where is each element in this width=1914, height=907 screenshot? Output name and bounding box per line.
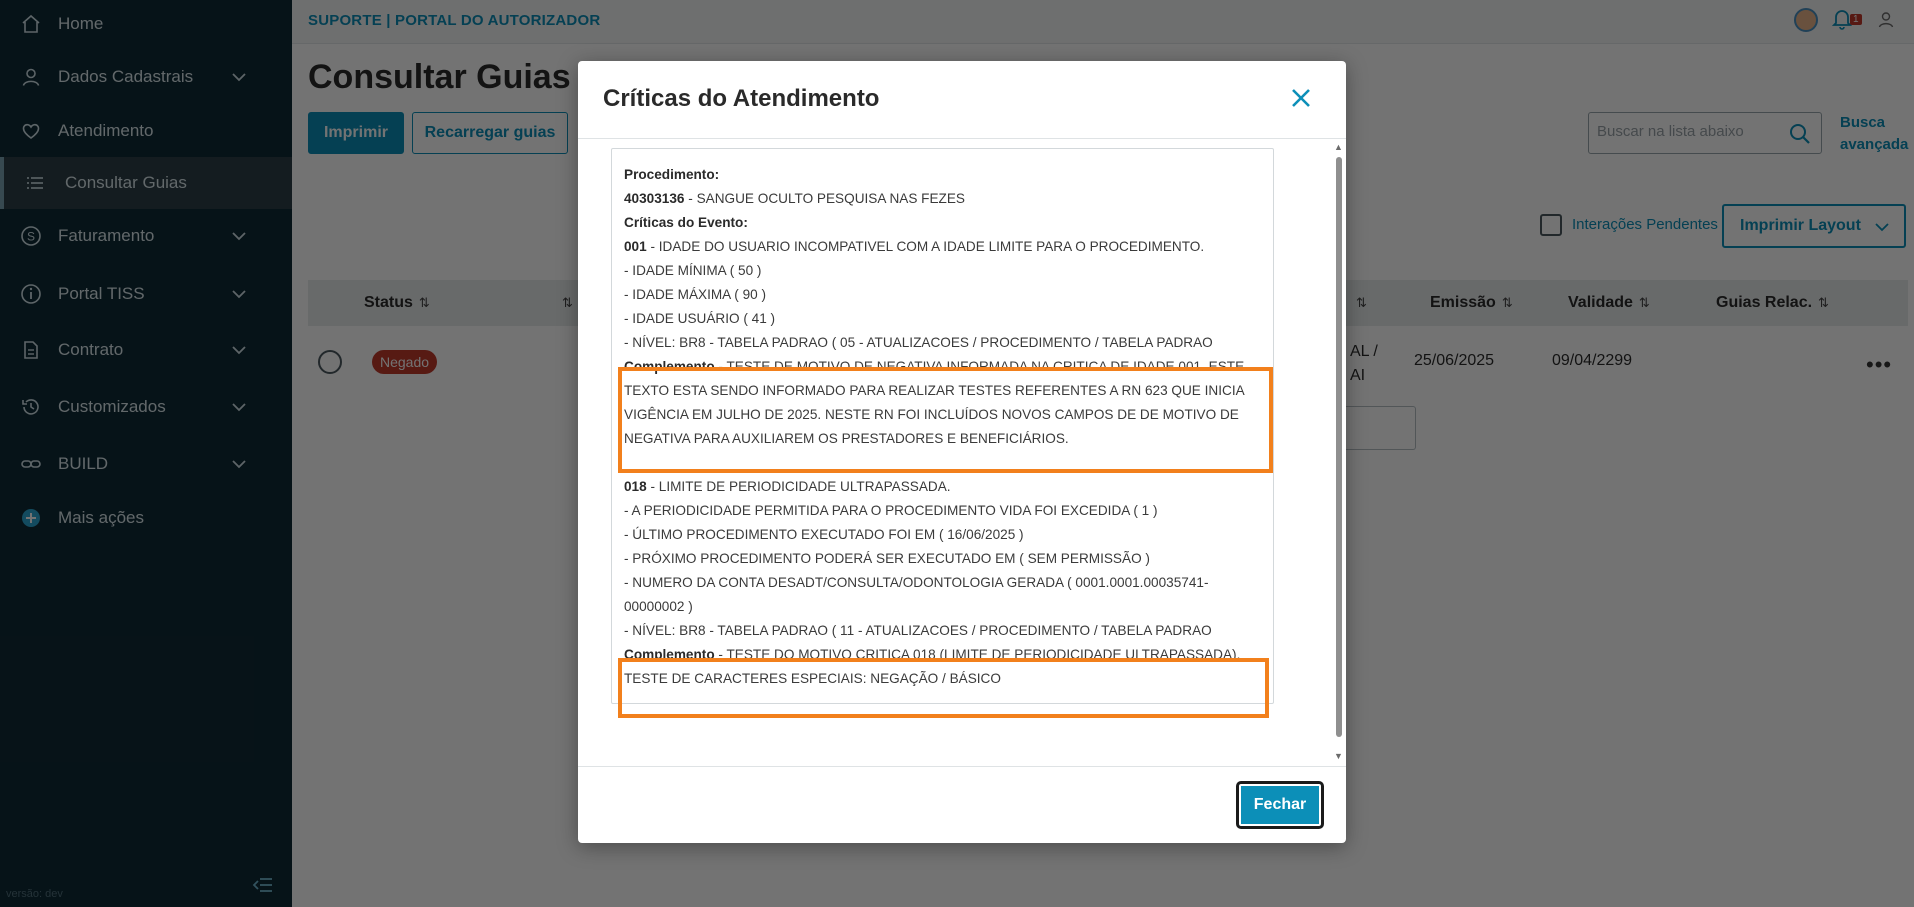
critica-detail: - NÍVEL: BR8 - TABELA PADRAO ( 11 - ATUALIZACOES / PROCEDIMENTO / TABELA PADRAO <box>624 623 1212 638</box>
close-icon[interactable] <box>1288 85 1314 111</box>
procedimento-label: Procedimento: <box>624 167 720 182</box>
critica-code: 001 <box>624 239 647 254</box>
critica-title: - LIMITE DE PERIODICIDADE ULTRAPASSADA. <box>646 479 951 494</box>
scrollbar-thumb[interactable] <box>1336 157 1342 737</box>
critica-code: 018 <box>624 479 647 494</box>
highlight-box <box>618 367 1273 473</box>
scroll-down-icon[interactable]: ▼ <box>1334 751 1343 761</box>
critica-title: - IDADE DO USUARIO INCOMPATIVEL COM A IDADE LIMITE PARA O PROCEDIMENTO. <box>646 239 1205 254</box>
divider <box>578 138 1346 139</box>
critica-detail: - IDADE USUÁRIO ( 41 ) <box>624 311 776 326</box>
procedimento-code: 40303136 <box>624 191 685 206</box>
critica-detail: - IDADE MÁXIMA ( 90 ) <box>624 287 767 302</box>
complemento-text: Complemento - TESTE DO MOTIVO CRITICA 018 (LIMITE DE PERIODICIDADE ULTRAPASSADA). TESTE DE CARACTERES ESPECIAIS: NEGAÇÃO / BÁSICO <box>624 647 1241 686</box>
complemento-text: Complemento - TESTE DE MOTIVO DE NEGATIVA INFORMADA NA CRITICA DE IDADE 001. ESTE TEXTO ESTA SENDO INFORMADO PARA REALIZAR TESTES REFERENTES A RN 623 QUE INICIA VIGÊNCIA EM JULHO DE 2025. NESTE RN FOI INCLUÍDOS NOVOS CAMPOS DE DE MOTIVO DE NEGATIVA PARA AUXILIAREM OS PRESTADORES E BENEFICIÁRIOS. <box>624 359 1245 446</box>
critica-detail: - PRÓXIMO PROCEDIMENTO PODERÁ SER EXECUTADO EM ( SEM PERMISSÃO ) <box>624 551 1150 566</box>
criticas-label: Críticas do Evento: <box>624 215 748 230</box>
criticas-modal <box>578 61 1346 843</box>
divider <box>578 766 1346 767</box>
highlight-box <box>618 658 1269 718</box>
critica-detail: - IDADE MÍNIMA ( 50 ) <box>624 263 762 278</box>
critica-detail: - NUMERO DA CONTA DESADT/CONSULTA/ODONTOLOGIA GERADA ( 0001.0001.00035741-00000002 ) <box>624 575 1209 614</box>
critica-detail: - ÚLTIMO PROCEDIMENTO EXECUTADO FOI EM ( 16/06/2025 ) <box>624 527 1024 542</box>
critica-detail: - A PERIODICIDADE PERMITIDA PARA O PROCEDIMENTO VIDA FOI EXCEDIDA ( 1 ) <box>624 503 1158 518</box>
modal-title: Críticas do Atendimento <box>603 85 880 112</box>
scroll-up-icon[interactable]: ▲ <box>1334 142 1343 152</box>
close-button[interactable]: Fechar <box>1236 781 1324 829</box>
critica-detail: - NÍVEL: BR8 - TABELA PADRAO ( 05 - ATUALIZACOES / PROCEDIMENTO / TABELA PADRAO <box>624 335 1213 350</box>
procedimento-desc: - SANGUE OCULTO PESQUISA NAS FEZES <box>684 191 965 206</box>
